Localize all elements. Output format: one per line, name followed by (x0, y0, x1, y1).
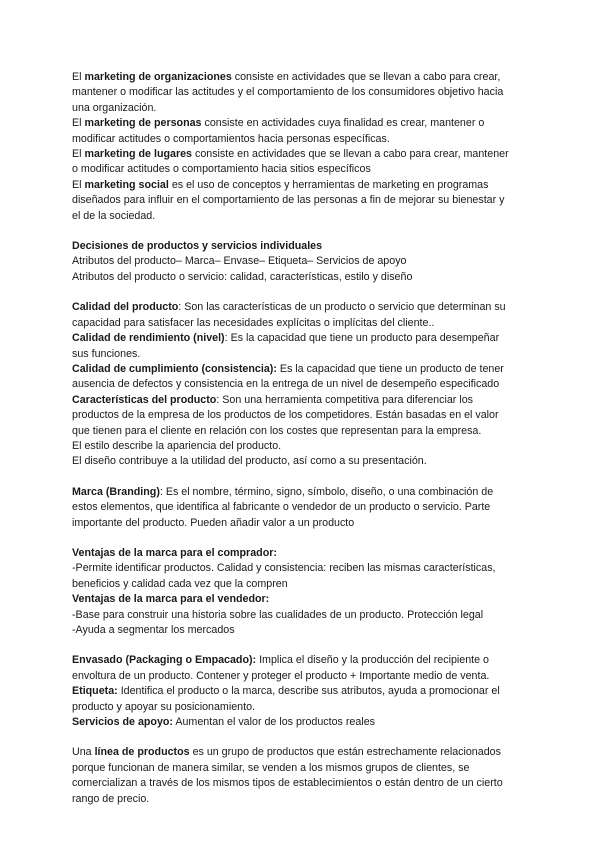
text-line: porque funcionan de manera similar, se venden a los mismos grupos de clientes, se (72, 761, 470, 774)
text-line: productos de la empresa de los productos de los competidores. Están basadas en el valor (72, 409, 499, 422)
text-line: sus funciones. (72, 347, 141, 360)
text-run: Aumentan el valor de los productos reales (172, 716, 375, 729)
term-marketing-social: marketing social (84, 178, 169, 191)
text-run: Una (72, 746, 95, 759)
text-line: o modificar actitudes o comportamiento hacia sitios específicos (72, 163, 371, 176)
text-run: Implica el diseño y la producción del recipiente o (256, 654, 489, 667)
text-line (72, 116, 534, 131)
text-run: : Es el nombre, término, signo, símbolo, diseño, o una combinación de (159, 485, 494, 498)
text-line: -Base para construir una historia sobre las cualidades de un producto. Protección legal (72, 608, 484, 621)
text-line: Atributos del producto o servicio: calidad, características, estilo y diseño (72, 270, 413, 283)
term-etiqueta: Etiqueta: (72, 685, 118, 698)
text-line: el de la sociedad. (72, 209, 156, 222)
text-run: Es la capacidad que tiene un producto de tener (276, 362, 504, 375)
text-run: El (72, 71, 85, 83)
spacer (72, 531, 534, 546)
text-line: producto y apoyar su posicionamiento. (72, 700, 255, 713)
term-envasado: Envasado (Packaging o Empacado): (72, 654, 257, 667)
term-calidad-producto: Calidad del producto (72, 301, 179, 314)
text-line (72, 178, 534, 193)
text-line: rango de precio. (72, 792, 150, 805)
text-line: El diseño contribuye a la utilidad del producto, así como a su presentación. (72, 455, 427, 468)
text-line: una organización. (72, 101, 157, 114)
term-servicios-apoyo: Servicios de apoyo: (72, 716, 173, 729)
spacer (72, 730, 534, 745)
text-line (72, 70, 534, 85)
text-run: es el uso de conceptos y herramientas de marketing en programas (168, 178, 489, 191)
advantages-section (72, 546, 534, 638)
brand-section (72, 485, 534, 531)
text-line: modificar actitudes o comportamientos hacia personas específicas. (72, 132, 390, 145)
text-line (72, 485, 534, 500)
text-run: Identifica el producto o la marca, describe sus atributos, ayuda a promocionar el (117, 685, 500, 698)
text-line (72, 684, 534, 699)
text-run: El (72, 117, 85, 130)
text-line: ausencia de defectos y consistencia en la entrega de un nivel de desempeño especificado (72, 378, 500, 391)
text-run: El (72, 178, 85, 191)
text-line: -Ayuda a segmentar los mercados (72, 624, 235, 636)
decisions-section (72, 239, 534, 285)
text-line: comercializan a través de los mismos tipos de establecimientos o están dentro de un cierto (72, 777, 503, 790)
text-run: consiste en actividades que se llevan a cabo para crear, (231, 71, 501, 83)
term-caracteristicas-producto: Características del producto (72, 393, 217, 406)
spacer (72, 224, 534, 239)
text-line (72, 331, 534, 346)
text-line: que tienen para el cliente en relación con los costes que representan para la empresa. (72, 424, 482, 437)
text-run: es un grupo de productos que están estrechamente relacionados (189, 746, 501, 759)
spacer (72, 470, 534, 485)
product-line-section (72, 745, 534, 807)
text-line: estos elementos, que identifica al fabricante o vendedor de un producto o servicio. Parte (72, 501, 491, 514)
document-page (72, 70, 534, 807)
text-line (72, 147, 534, 162)
term-linea-productos: línea de productos (94, 746, 190, 759)
spacer (72, 285, 534, 300)
text-line: Atributos del producto– Marca– Envase– Etiqueta– Servicios de apoyo (72, 255, 407, 268)
text-line: importante del producto. Pueden añadir valor a un producto (72, 516, 355, 529)
text-line (72, 393, 534, 408)
text-line (72, 300, 534, 315)
text-run: consiste en actividades cuya finalidad es crear, mantener o (201, 117, 485, 130)
term-marketing-personas: marketing de personas (84, 117, 202, 130)
spacer (72, 638, 534, 653)
term-calidad-rendimiento: Calidad de rendimiento (nivel) (72, 332, 225, 345)
text-run: : Son las características de un producto o servicio que determinan su (178, 301, 506, 314)
term-marketing-organizaciones: marketing de organizaciones (84, 71, 232, 83)
text-line: diseñados para influir en el comportamiento de las personas a fin de mejorar su bienestar y (72, 194, 505, 207)
text-run: El (72, 148, 85, 161)
text-line: -Permite identificar productos. Calidad y consistencia: reciben las mismas características, (72, 562, 496, 575)
text-line: El estilo describe la apariencia del producto. (72, 439, 282, 452)
text-line: mantener o modificar las actitudes y el comportamiento de los consumidores objetivo hacia (72, 86, 504, 99)
text-line (72, 653, 534, 668)
text-line: capacidad para satisfacer las necesidades explícitas o implícitas del cliente.. (72, 316, 435, 329)
text-run: : Son una herramienta competitiva para diferenciar los (216, 393, 473, 406)
text-line (72, 362, 534, 377)
intro-section (72, 70, 534, 224)
quality-section (72, 300, 534, 469)
text-line (72, 715, 534, 730)
text-line: envoltura de un producto. Contener y proteger el producto + Importante medio de venta. (72, 669, 490, 682)
text-run: : Es la capacidad que tiene un producto para desempeñar (224, 332, 500, 345)
text-run: consiste en actividades que se llevan a cabo para crear, mantener (192, 148, 509, 161)
seller-heading: Ventajas de la marca para el vendedor: (72, 593, 270, 606)
buyer-heading: Ventajas de la marca para el comprador: (72, 546, 277, 559)
term-marketing-lugares: marketing de lugares (84, 148, 192, 161)
section-heading: Decisiones de productos y servicios individuales (72, 240, 323, 253)
term-calidad-cumplimiento: Calidad de cumplimiento (consistencia): (72, 362, 277, 375)
term-marca: Marca (Branding) (72, 485, 160, 498)
text-line: beneficios y calidad cada vez que la compren (72, 577, 288, 590)
text-line (72, 745, 534, 760)
packaging-section (72, 653, 534, 730)
